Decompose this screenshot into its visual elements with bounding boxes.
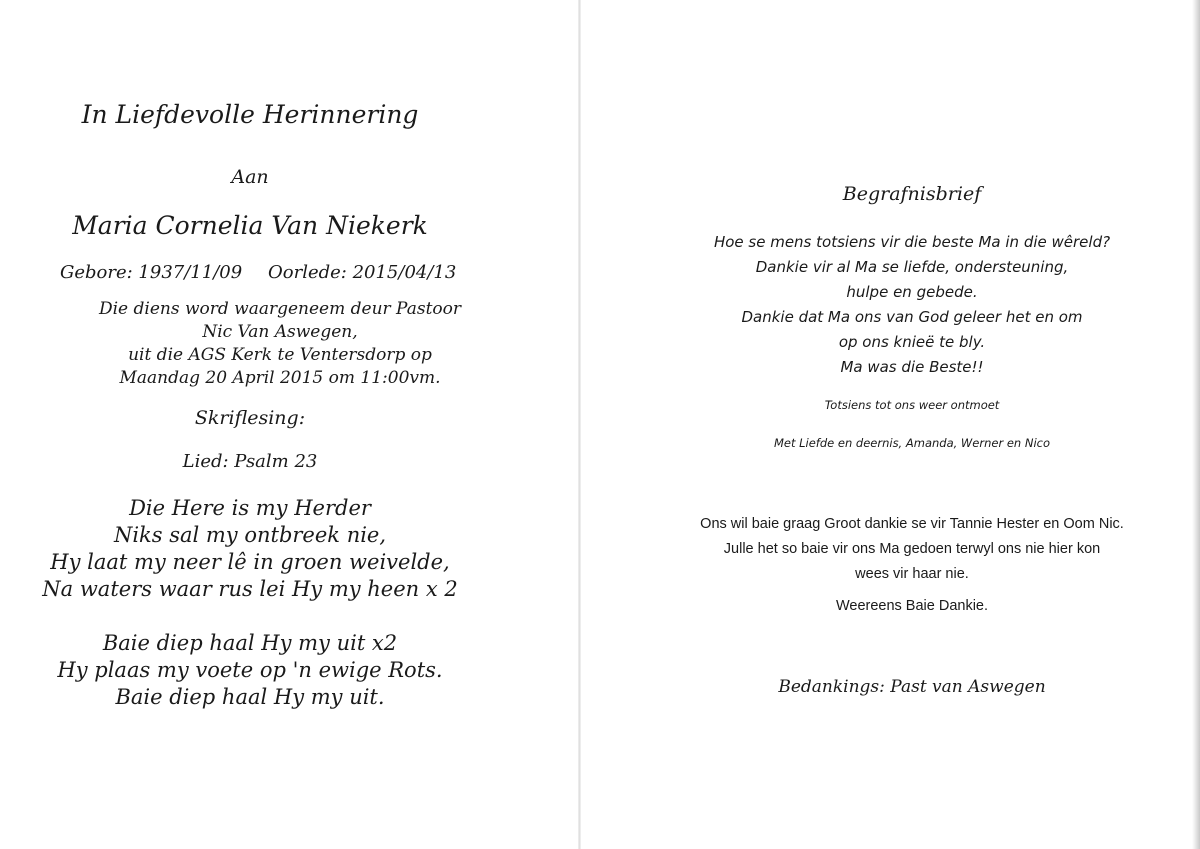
poem-line: hulpe en gebede. — [846, 283, 978, 301]
verse-line: Baie diep haal Hy my uit. — [115, 685, 385, 709]
birth-date: Gebore: 1937/11/09 — [60, 262, 243, 283]
thanks-again: Weereens Baie Dankie. — [835, 598, 989, 614]
hymn-verse-1 — [0, 495, 500, 603]
service-line: uit die AGS Kerk te Ventersdorp op — [128, 345, 432, 365]
dedication-to: Aan — [231, 166, 269, 188]
page-fold — [578, 0, 581, 849]
verse-line: Baie diep haal Hy my uit x2 — [102, 631, 398, 655]
farewell-poem — [582, 230, 1200, 380]
verse-line: Die Here is my Herder — [129, 496, 371, 520]
acknowledgements: Bedankings: Past van Aswegen — [778, 677, 1046, 697]
verse-line: Hy plaas my voete op 'n ewige Rots. — [57, 658, 443, 682]
farewell-line: Totsiens tot ons weer ontmoet — [824, 398, 1000, 412]
funeral-letter-title: Begrafnisbrief — [842, 183, 982, 205]
right-page — [582, 0, 1200, 849]
poem-line: Hoe se mens totsiens vir die beste Ma in die wêreld? — [713, 233, 1111, 251]
left-page — [0, 0, 578, 849]
poem-line: Dankie dat Ma ons van God geleer het en om — [741, 308, 1083, 326]
thanks-message — [582, 512, 1200, 587]
service-details — [60, 298, 500, 390]
verse-line: Na waters waar rus lei Hy my heen x 2 — [42, 577, 458, 601]
paper-edge — [1192, 0, 1200, 849]
hymn-verse-2 — [0, 630, 500, 711]
poem-line: Dankie vir al Ma se liefde, ondersteuning, — [755, 258, 1069, 276]
verse-line: Niks sal my ontbreek nie, — [113, 523, 387, 547]
memorial-title: In Liefdevolle Herinnering — [81, 100, 419, 129]
death-date: Oorlede: 2015/04/13 — [268, 262, 457, 283]
thanks-line: Julle het so baie vir ons Ma gedoen terwyl ons nie hier kon — [723, 541, 1101, 557]
family-signature: Met Liefde en deernis, Amanda, Werner en Nico — [773, 436, 1051, 450]
scripture-reading-heading: Skriflesing: — [194, 407, 306, 429]
thanks-line: Ons wil baie graag Groot dankie se vir Tannie Hester en Oom Nic. — [700, 516, 1124, 532]
poem-line: op ons knieë te bly. — [838, 333, 986, 351]
thanks-line: wees vir haar nie. — [855, 566, 969, 582]
verse-line: Hy laat my neer lê in groen weivelde, — [50, 550, 450, 574]
service-line: Nic Van Aswegen, — [202, 322, 358, 342]
hymn-label: Lied: Psalm 23 — [182, 451, 318, 472]
service-line: Maandag 20 April 2015 om 11:00vm. — [119, 368, 441, 388]
poem-line: Ma was die Beste!! — [840, 358, 984, 376]
service-line: Die diens word waargeneem deur Pastoor — [98, 299, 462, 319]
deceased-name: Maria Cornelia Van Niekerk — [72, 211, 428, 240]
